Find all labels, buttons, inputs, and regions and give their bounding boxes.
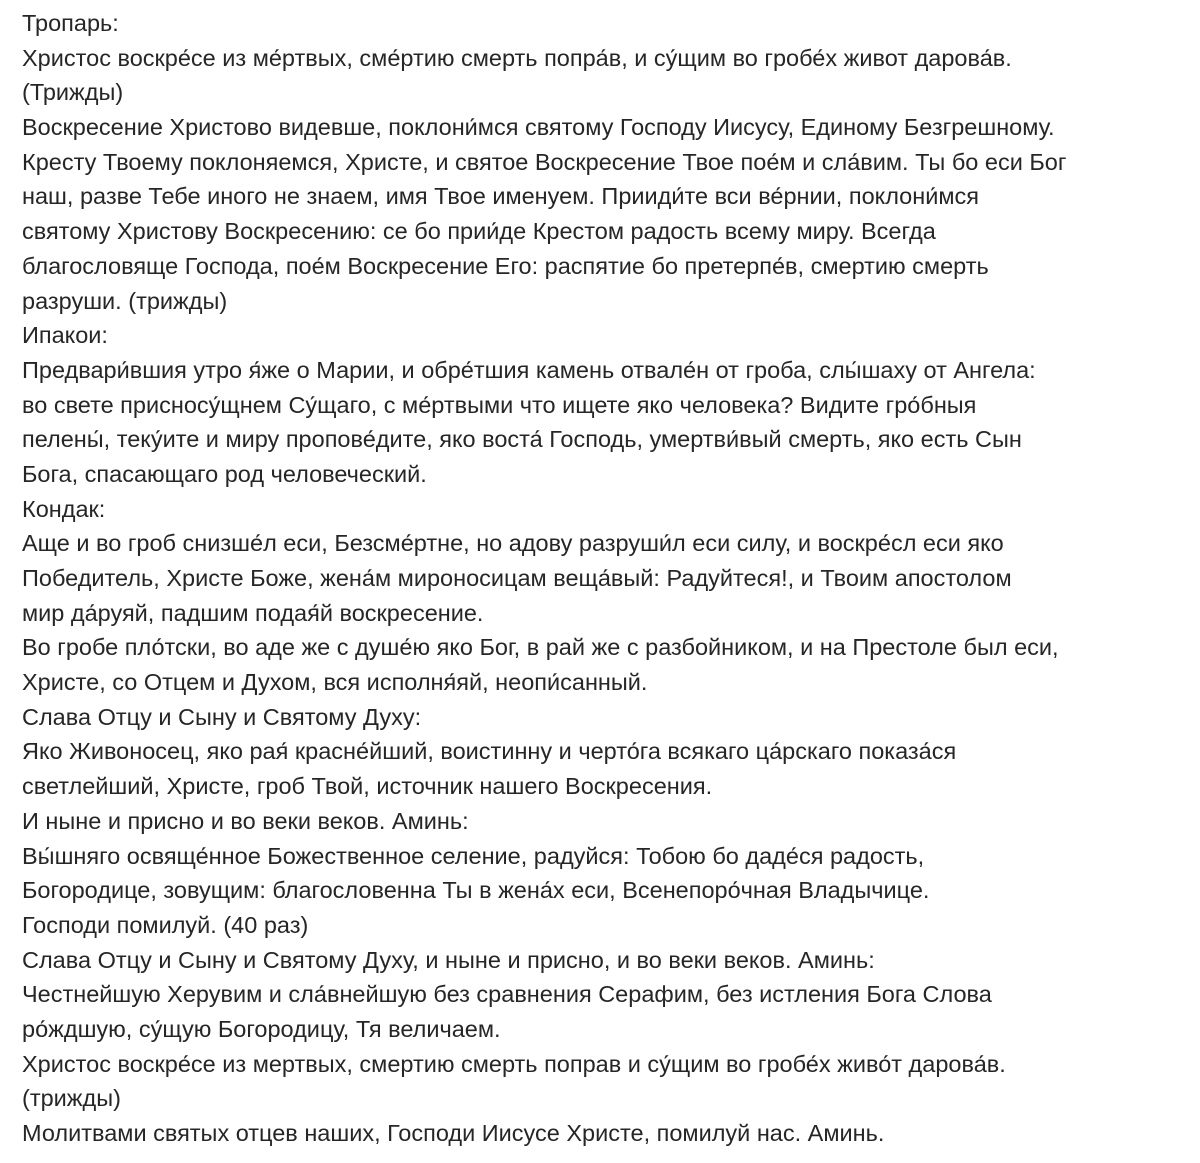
text-line: мир да́руяй, падшим подая́й воскресение. [22, 599, 484, 626]
text-line: благословяще Господа, пое́м Воскресение Его: распятие бо претерпе́в, смертию смерть [22, 252, 989, 279]
text-line: Молитвами святых отцев наших, Господи Иисусе Христе, помилуй нас. Аминь. [22, 1120, 885, 1146]
text-line: Господи помилуй. (40 раз) [22, 911, 309, 938]
text-line: Предвари́вшия утро я́же о Марии, и обре́тшия камень отвале́н от гроба, слы́шаху от Ангела: [22, 356, 1036, 383]
text-line: святому Христову Воскресению: се бо прии́де Крестом радость всему миру. Всегда [22, 218, 936, 245]
heading-troparion: Тропарь: [22, 10, 119, 36]
text-line: Воскресение Христово видевше, поклони́мся святому Господу Иисусу, Единому Безгрешному. [22, 114, 1055, 141]
text-line: Бога, спасающаго род человеческий. [22, 460, 427, 487]
text-line: наш, разве Тебе иного не знаем, имя Твое именуем. Прииди́те вси ве́рнии, поклони́мся [22, 183, 979, 210]
text-line: (трижды) [22, 1085, 121, 1112]
text-line: И ныне и присно и во веки веков. Аминь: [22, 807, 469, 834]
text-line: Аще и во гроб снизше́л еси, Безсме́ртне, но адову разруши́л еси силу, и воскре́сл еси яко [22, 530, 1004, 557]
heading-kontakion: Кондак: [22, 495, 106, 522]
text-line: Слава Отцу и Сыну и Святому Духу, и ныне и присно, и во веки веков. Аминь: [22, 946, 875, 973]
text-line: Слава Отцу и Сыну и Святому Духу: [22, 703, 422, 730]
text-line: разруши. (трижды) [22, 287, 228, 314]
text-line: (Трижды) [22, 79, 124, 106]
text-line: Христе, со Отцем и Духом, вся исполня́яй, неопи́санный. [22, 669, 648, 696]
heading-ipakoi: Ипакои: [22, 322, 108, 349]
text-line: Христос воскре́се из ме́ртвых, сме́ртию смерть попра́в, и су́щим во гробе́х живот дарова́в. [22, 44, 1012, 71]
text-line: Кресту Твоему поклоняемся, Христе, и святое Воскресение Твое пое́м и сла́вим. Ты бо еси Бог [22, 148, 1067, 175]
text-line: Яко Живоносец, яко рая́ красне́йший, воистинну и черто́га всякаго ца́рскаго показа́ся [22, 738, 957, 765]
text-line: Вы́шняго освяще́нное Божественное селение, радуйся: Тобою бо даде́ся радость, [22, 842, 925, 869]
text-line: ро́ждшую, су́щую Богородицу, Тя величаем. [22, 1015, 501, 1042]
text-line: Христос воскре́се из мертвых, смертию смерть поправ и су́щим во гробе́х живо́т дарова́в. [22, 1050, 1006, 1077]
text-line: Победитель, Христе Боже, жена́м мироносицам веща́вый: Радуйтеся!, и Твоим апостолом [22, 565, 1012, 591]
text-line: пелены́, теку́ите и миру пропове́дите, яко воста́ Господь, умертви́вый смерть, яко есть Сын [22, 426, 1022, 453]
text-line: Во гробе пло́тски, во аде же с душе́ю яко Бог, в рай же с разбойником, и на Престоле был еси, [22, 634, 1059, 661]
text-line: светлейший, Христе, гроб Твой, источник нашего Воскресения. [22, 773, 713, 800]
text-line: Богородице, зовущим: благословенна Ты в жена́х еси, Всенепоро́чная Владычице. [22, 877, 930, 904]
text-line: Честнейшую Херувим и сла́внейшую без сравнения Серафим, без истления Бога Слова [22, 981, 992, 1008]
text-line: во свете присносу́щнем Су́щаго, с ме́ртвыми что ищете яко человека? Видите гро́бныя [22, 391, 977, 418]
prayer-text-document [22, 6, 1194, 1151]
